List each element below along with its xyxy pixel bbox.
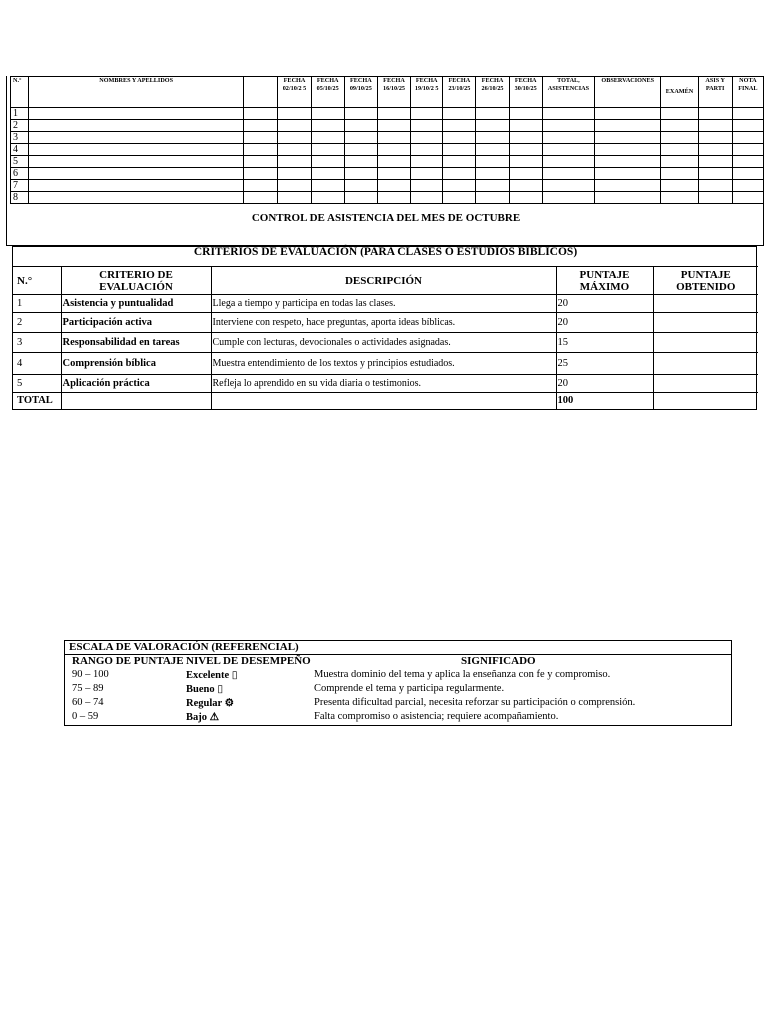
attendance-cell[interactable] (377, 192, 410, 204)
attendance-cell[interactable] (698, 132, 732, 144)
attendance-cell[interactable] (278, 156, 311, 168)
attendance-row (11, 168, 764, 180)
attendance-cell[interactable] (311, 108, 344, 120)
attendance-cell[interactable] (344, 180, 377, 192)
attendance-cell[interactable] (661, 168, 698, 180)
attendance-cell[interactable] (278, 108, 311, 120)
attendance-cell[interactable] (411, 192, 443, 204)
attendance-cell[interactable] (244, 144, 278, 156)
criteria-obtenido-cell[interactable] (653, 353, 758, 375)
attendance-cell[interactable] (732, 156, 763, 168)
attendance-cell[interactable] (443, 156, 476, 168)
col-observaciones-header: OBSERVACIONES (595, 77, 661, 108)
criteria-obtenido-header: PUNTAJE OBTENIDO (653, 267, 758, 295)
attendance-row-number: 2 (11, 120, 29, 132)
attendance-row (11, 132, 764, 144)
col-names-header: NOMBRES Y APELLIDOS (29, 77, 244, 108)
attendance-cell[interactable] (542, 144, 594, 156)
attendance-cell[interactable] (661, 144, 698, 156)
attendance-cell[interactable] (476, 108, 509, 120)
criteria-row (13, 313, 758, 333)
attendance-title: CONTROL DE ASISTENCIA DEL MES DE OCTUBRE (251, 212, 521, 224)
col-date-header: FECHA 09/10/25 (344, 77, 377, 108)
attendance-cell[interactable] (509, 120, 542, 132)
scale-title: ESCALA DE VALORACIÓN (REFERENCIAL) (69, 641, 299, 653)
attendance-cell[interactable] (344, 108, 377, 120)
attendance-cell[interactable] (509, 156, 542, 168)
attendance-cell[interactable] (244, 156, 278, 168)
attendance-cell[interactable] (509, 108, 542, 120)
criteria-max: 20 (556, 375, 653, 393)
attendance-cell[interactable] (476, 192, 509, 204)
attendance-cell[interactable] (542, 108, 594, 120)
attendance-cell[interactable] (732, 108, 763, 120)
attendance-cell[interactable] (509, 192, 542, 204)
attendance-cell[interactable] (542, 168, 594, 180)
attendance-cell[interactable] (278, 132, 311, 144)
attendance-cell[interactable] (29, 168, 244, 180)
criteria-total-value: 100 (556, 393, 653, 409)
attendance-row-number: 7 (11, 180, 29, 192)
attendance-cell[interactable] (311, 132, 344, 144)
attendance-cell[interactable] (476, 168, 509, 180)
criteria-criterio-header: CRITERIO DE EVALUACIÓN (61, 267, 211, 295)
criteria-total-label: TOTAL (17, 395, 53, 407)
col-blank-header (244, 77, 278, 108)
attendance-cell[interactable] (732, 144, 763, 156)
attendance-cell[interactable] (411, 120, 443, 132)
attendance-cell[interactable] (476, 180, 509, 192)
criteria-max-header: PUNTAJE MÁXIMO (556, 267, 653, 295)
criteria-descripcion: Refleja lo aprendido en su vida diaria o testimonios. (211, 375, 556, 393)
criteria-obtenido-cell[interactable] (653, 333, 758, 353)
attendance-row (11, 192, 764, 204)
attendance-row (11, 180, 764, 192)
attendance-cell[interactable] (29, 156, 244, 168)
attendance-cell[interactable] (311, 120, 344, 132)
attendance-cell[interactable] (595, 132, 661, 144)
attendance-header-row (11, 77, 764, 108)
criteria-total-obtenido[interactable] (653, 393, 758, 409)
attendance-cell[interactable] (278, 144, 311, 156)
attendance-cell[interactable] (443, 108, 476, 120)
criteria-num: 2 (13, 313, 61, 333)
attendance-cell[interactable] (443, 168, 476, 180)
attendance-cell[interactable] (443, 180, 476, 192)
attendance-row (11, 108, 764, 120)
attendance-cell[interactable] (344, 120, 377, 132)
attendance-cell[interactable] (411, 132, 443, 144)
scale-significado: Presenta dificultad parcial, necesita reforzar su participación o comprensión. (314, 697, 636, 708)
attendance-cell[interactable] (344, 156, 377, 168)
scale-section (64, 640, 732, 726)
scale-significado: Falta compromiso o asistencia; requiere acompañamiento. (314, 711, 559, 722)
attendance-cell[interactable] (542, 180, 594, 192)
attendance-cell[interactable] (29, 120, 244, 132)
attendance-row-number: 4 (11, 144, 29, 156)
attendance-row (11, 156, 764, 168)
attendance-cell[interactable] (377, 132, 410, 144)
attendance-cell[interactable] (698, 192, 732, 204)
scale-significado: Muestra dominio del tema y aplica la enseñanza con fe y compromiso. (314, 669, 611, 680)
criteria-obtenido-cell[interactable] (653, 375, 758, 393)
scale-rango: 75 – 89 (72, 683, 104, 694)
attendance-cell[interactable] (244, 132, 278, 144)
attendance-cell[interactable] (732, 132, 763, 144)
attendance-cell[interactable] (595, 192, 661, 204)
attendance-row-number: 3 (11, 132, 29, 144)
attendance-cell[interactable] (509, 132, 542, 144)
attendance-cell[interactable] (732, 168, 763, 180)
attendance-cell[interactable] (732, 120, 763, 132)
attendance-cell[interactable] (29, 132, 244, 144)
attendance-cell[interactable] (29, 192, 244, 204)
scale-rango: 60 – 74 (72, 697, 104, 708)
criteria-title: CRITERIOS DE EVALUACIÓN (PARA CLASES O ESTUDIOS BÍBLICOS) (193, 246, 578, 258)
attendance-cell[interactable] (661, 180, 698, 192)
attendance-cell[interactable] (595, 156, 661, 168)
attendance-cell[interactable] (344, 192, 377, 204)
attendance-cell[interactable] (344, 144, 377, 156)
attendance-cell[interactable] (377, 144, 410, 156)
attendance-table (10, 76, 764, 204)
attendance-row-number: 5 (11, 156, 29, 168)
attendance-cell[interactable] (377, 108, 410, 120)
scale-nivel: Bajo ⚠ (186, 712, 220, 723)
criteria-criterio: Aplicación práctica (61, 375, 211, 393)
attendance-cell[interactable] (476, 156, 509, 168)
criteria-num: 5 (13, 375, 61, 393)
attendance-cell[interactable] (311, 180, 344, 192)
attendance-cell[interactable] (542, 120, 594, 132)
scale-rango-header: RANGO DE PUNTAJE (72, 655, 184, 667)
attendance-row-number: 1 (11, 108, 29, 120)
col-date-header: FECHA 23/10/25 (443, 77, 476, 108)
scale-rango: 0 – 59 (72, 711, 99, 722)
attendance-cell[interactable] (244, 120, 278, 132)
criteria-num: 3 (13, 333, 61, 353)
attendance-section (6, 76, 764, 246)
scale-rango: 90 – 100 (72, 669, 109, 680)
attendance-cell[interactable] (443, 132, 476, 144)
criteria-total-row (13, 393, 758, 409)
attendance-cell[interactable] (595, 120, 661, 132)
criteria-criterio: Participación activa (61, 313, 211, 333)
criteria-row (13, 375, 758, 393)
criteria-num: 4 (13, 353, 61, 375)
criteria-table (13, 266, 758, 409)
col-date-header: FECHA 30/10/25 (509, 77, 542, 108)
attendance-cell[interactable] (411, 108, 443, 120)
attendance-cell[interactable] (244, 108, 278, 120)
attendance-cell[interactable] (509, 168, 542, 180)
attendance-cell[interactable] (244, 180, 278, 192)
attendance-cell[interactable] (661, 192, 698, 204)
criteria-descripcion: Llega a tiempo y participa en todas las clases. (211, 295, 556, 313)
attendance-cell[interactable] (344, 132, 377, 144)
attendance-cell[interactable] (698, 156, 732, 168)
attendance-cell[interactable] (698, 168, 732, 180)
attendance-cell[interactable] (595, 144, 661, 156)
attendance-cell[interactable] (278, 120, 311, 132)
criteria-row (13, 295, 758, 313)
criteria-obtenido-cell[interactable] (653, 313, 758, 333)
attendance-cell[interactable] (377, 168, 410, 180)
criteria-max: 15 (556, 333, 653, 353)
attendance-cell[interactable] (29, 144, 244, 156)
attendance-cell[interactable] (443, 120, 476, 132)
attendance-cell[interactable] (698, 108, 732, 120)
attendance-cell[interactable] (278, 192, 311, 204)
attendance-cell[interactable] (509, 180, 542, 192)
attendance-cell[interactable] (476, 132, 509, 144)
attendance-cell[interactable] (411, 156, 443, 168)
attendance-cell[interactable] (661, 132, 698, 144)
criteria-criterio: Comprensión bíblica (61, 353, 211, 375)
col-date-header: FECHA 16/10/25 (377, 77, 410, 108)
attendance-row (11, 144, 764, 156)
scale-nivel: Bueno ▯ (186, 684, 223, 695)
attendance-cell[interactable] (542, 132, 594, 144)
criteria-num: 1 (13, 295, 61, 313)
attendance-cell[interactable] (595, 108, 661, 120)
criteria-row (13, 333, 758, 353)
col-nota-header: NOTA FINAL (732, 77, 763, 108)
criteria-total-blank (211, 393, 556, 409)
attendance-cell[interactable] (542, 156, 594, 168)
scale-nivel: Excelente ▯ (186, 670, 238, 681)
attendance-cell[interactable] (443, 192, 476, 204)
attendance-cell[interactable] (476, 120, 509, 132)
attendance-cell[interactable] (443, 144, 476, 156)
attendance-cell[interactable] (509, 144, 542, 156)
criteria-obtenido-cell[interactable] (653, 295, 758, 313)
col-date-header: FECHA 26/10/25 (476, 77, 509, 108)
attendance-row-number: 6 (11, 168, 29, 180)
attendance-cell[interactable] (661, 108, 698, 120)
criteria-descripcion: Muestra entendimiento de los textos y principios estudiados. (211, 353, 556, 375)
attendance-cell[interactable] (732, 192, 763, 204)
col-asis-header: ASIS Y PARTI (698, 77, 732, 108)
col-date-header: FECHA 05/10/25 (311, 77, 344, 108)
attendance-cell[interactable] (595, 168, 661, 180)
attendance-cell[interactable] (411, 180, 443, 192)
attendance-cell[interactable] (698, 144, 732, 156)
attendance-cell[interactable] (244, 168, 278, 180)
attendance-cell[interactable] (244, 192, 278, 204)
attendance-cell[interactable] (732, 180, 763, 192)
attendance-cell[interactable] (476, 144, 509, 156)
col-date-header: FECHA 19/10/2 5 (411, 77, 443, 108)
attendance-cell[interactable] (698, 120, 732, 132)
attendance-cell[interactable] (377, 156, 410, 168)
attendance-cell[interactable] (542, 192, 594, 204)
scale-significado-header: SIGNIFICADO (461, 655, 536, 667)
attendance-cell[interactable] (311, 192, 344, 204)
attendance-cell[interactable] (344, 168, 377, 180)
criteria-header-row (13, 267, 758, 295)
attendance-cell[interactable] (377, 180, 410, 192)
attendance-cell[interactable] (29, 180, 244, 192)
criteria-descripcion: Cumple con lecturas, devocionales o actividades asignadas. (211, 333, 556, 353)
col-num-header: N.° (11, 77, 29, 108)
attendance-cell[interactable] (311, 168, 344, 180)
criteria-row (13, 353, 758, 375)
criteria-num-header: N.° (13, 267, 61, 295)
attendance-cell[interactable] (377, 120, 410, 132)
attendance-cell[interactable] (311, 144, 344, 156)
scale-nivel-header: NIVEL DE DESEMPEÑO (186, 655, 311, 667)
attendance-cell[interactable] (411, 168, 443, 180)
criteria-max: 20 (556, 313, 653, 333)
attendance-cell[interactable] (311, 156, 344, 168)
criteria-criterio: Responsabilidad en tareas (61, 333, 211, 353)
attendance-cell[interactable] (595, 180, 661, 192)
criteria-max: 20 (556, 295, 653, 313)
attendance-cell[interactable] (661, 120, 698, 132)
attendance-cell[interactable] (698, 180, 732, 192)
attendance-row-number: 8 (11, 192, 29, 204)
attendance-cell[interactable] (278, 180, 311, 192)
col-examen-header: EXAMÉN (661, 77, 698, 108)
attendance-cell[interactable] (411, 144, 443, 156)
criteria-descripcion-header: DESCRIPCIÓN (211, 267, 556, 295)
scale-significado: Comprende el tema y participa regularmente. (314, 683, 505, 694)
attendance-cell[interactable] (661, 156, 698, 168)
attendance-row (11, 120, 764, 132)
attendance-cell[interactable] (29, 108, 244, 120)
criteria-descripcion: Interviene con respeto, hace preguntas, aporta ideas bíblicas. (211, 313, 556, 333)
col-date-header: FECHA 02/10/2 5 (278, 77, 311, 108)
col-total-header: TOTAL, ASISTENCIAS (542, 77, 594, 108)
criteria-total-blank (61, 393, 211, 409)
attendance-cell[interactable] (278, 168, 311, 180)
scale-nivel: Regular ⚙ (186, 698, 235, 709)
criteria-section (12, 246, 757, 410)
criteria-criterio: Asistencia y puntualidad (61, 295, 211, 313)
criteria-max: 25 (556, 353, 653, 375)
